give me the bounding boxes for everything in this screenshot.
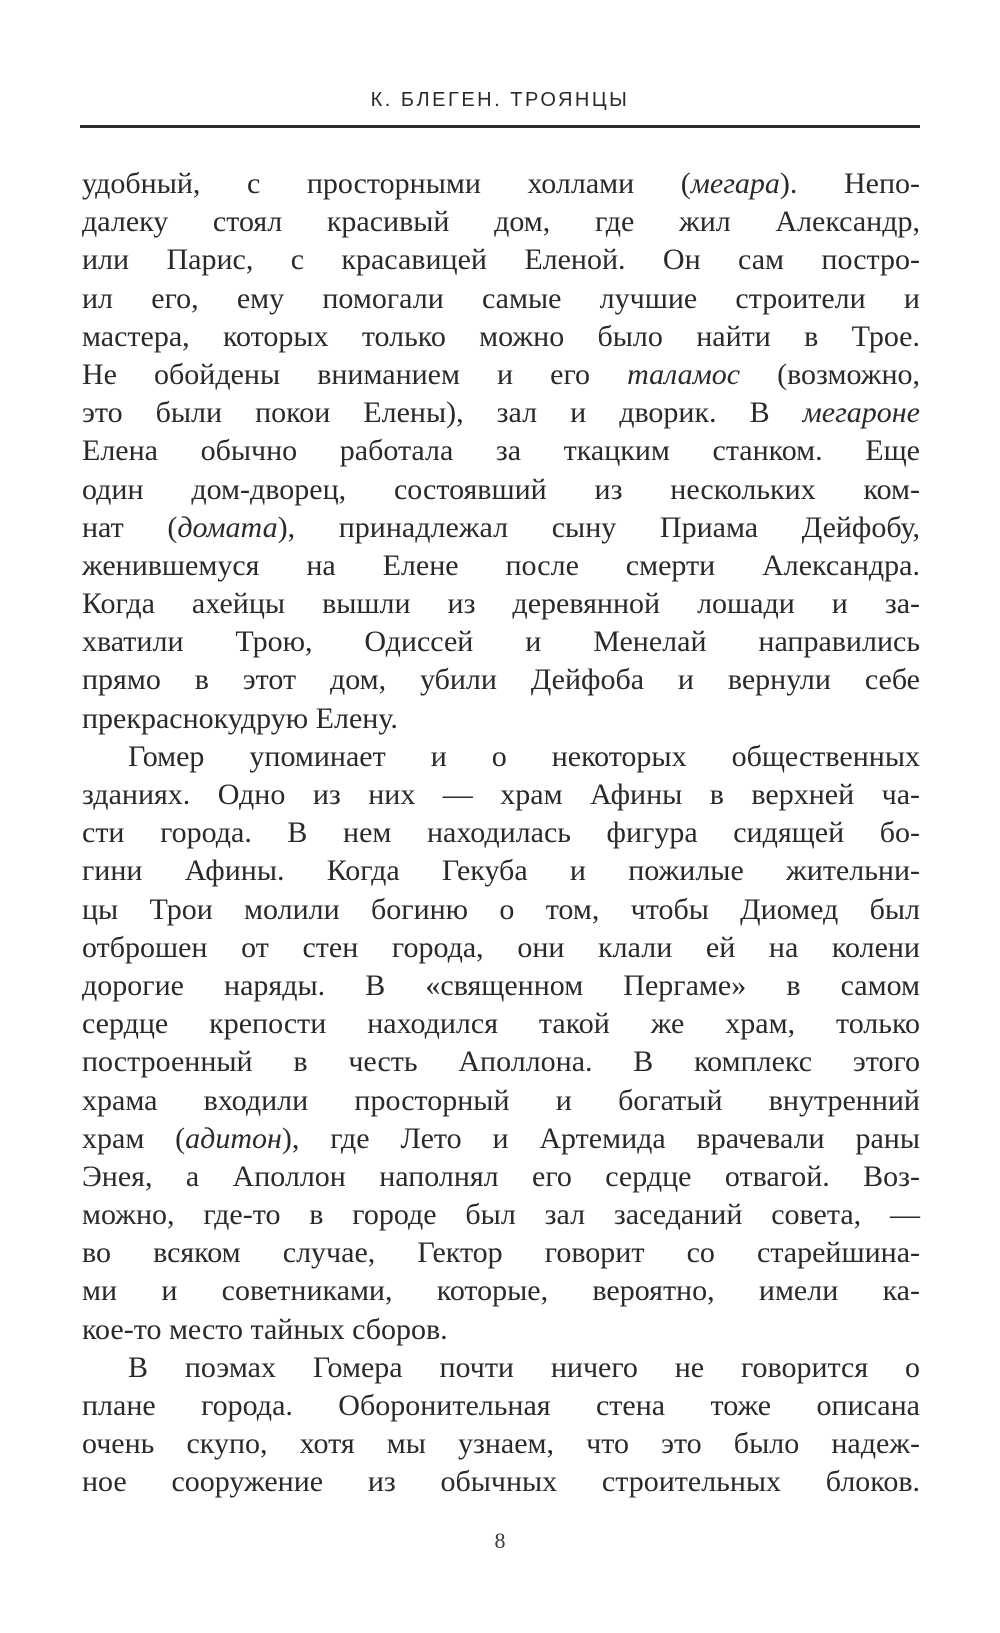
body-text [82,165,920,1502]
text-line: мастера, которых только можно было найти в Трое. [82,319,920,353]
italic-term: адитон [185,1121,282,1155]
text-line: можно, где-то в городе был зал заседаний совета, — [82,1198,920,1232]
text-line: во всяком случае, Гектор говорит со старейшина- [82,1236,920,1270]
text-line: В поэмах Гомера почти ничего не говорится о [128,1350,920,1384]
text-line: сти города. В нем находилась фигура сидящей бо- [82,816,920,850]
text-line: отброшен от стен города, они клали ей на колени [82,930,920,964]
text-line: или Парис, с красавицей Еленой. Он сам постро- [82,243,920,277]
text-line: сердце крепости находился такой же храм, только [82,1007,920,1041]
text-line: Гомер упоминает и о некоторых общественных [128,739,920,773]
running-head: К. БЛЕГЕН. ТРОЯНЦЫ [370,89,630,111]
italic-term: мегара [690,167,780,200]
text-line: удобный, с просторными холлами (мегара). Непо- [82,167,920,200]
text-line: дорогие наряды. В «священном Пергаме» в самом [82,968,920,1002]
text-line: один дом-дворец, состоявший из нескольких ком- [82,472,920,506]
text-line: гини Афины. Когда Гекуба и пожилые жительни- [82,854,920,888]
text-line: плане города. Оборонительная стена тоже описана [82,1389,920,1422]
text-line: хватили Трою, Одиссей и Менелай направились [82,625,920,659]
text-line: очень скупо, хотя мы узнаем, что это было надеж- [82,1427,920,1461]
italic-term: мегароне [802,396,920,430]
text-line: это были покои Елены), зал и дворик. В мегароне [82,396,920,430]
text-line: Елена обычно работала за ткацким станком. Еще [82,434,920,468]
italic-term: таламос [627,357,741,391]
text-line: далеку стоял красивый дом, где жил Александр, [82,205,920,239]
text-line: построенный в честь Аполлона. В комплекс этого [82,1045,920,1079]
italic-term: домата [177,510,278,544]
header-rule [80,125,920,128]
text-line: ми и советниками, которые, вероятно, имели ка- [82,1274,920,1308]
paragraph [82,738,920,1349]
text-line: зданиях. Одно из них — храм Афины в верхней ча- [82,778,920,811]
paragraph [82,1349,920,1502]
text-line: Когда ахейцы вышли из деревянной лошади и за- [82,587,920,621]
text-line: Энея, а Аполлон наполнял его сердце отвагой. Воз- [82,1159,920,1193]
text-line: Не обойдены вниманием и его таламос (возможно, [82,357,920,391]
text-line: нат (домата), принадлежал сыну Приама Дейфобу, [82,510,920,544]
text-line: прекраснокудрую Елену. [82,701,398,735]
page-number: 8 [494,1528,506,1553]
text-line: цы Трои молили богиню о том, чтобы Диомед был [82,892,920,926]
text-line: прямо в этот дом, убили Дейфоба и вернули себе [82,663,920,697]
text-line: кое-то место тайных сборов. [82,1312,448,1346]
text-line: храм (адитон), где Лето и Артемида врачевали раны [82,1121,920,1155]
text-line: храма входили просторный и богатый внутренний [82,1083,920,1117]
text-line: женившемуся на Елене после смерти Александра. [82,548,920,582]
paragraph [82,165,920,738]
text-line: ил его, ему помогали самые лучшие строители и [82,281,920,315]
text-line: ное сооружение из обычных строительных блоков. [82,1465,920,1499]
